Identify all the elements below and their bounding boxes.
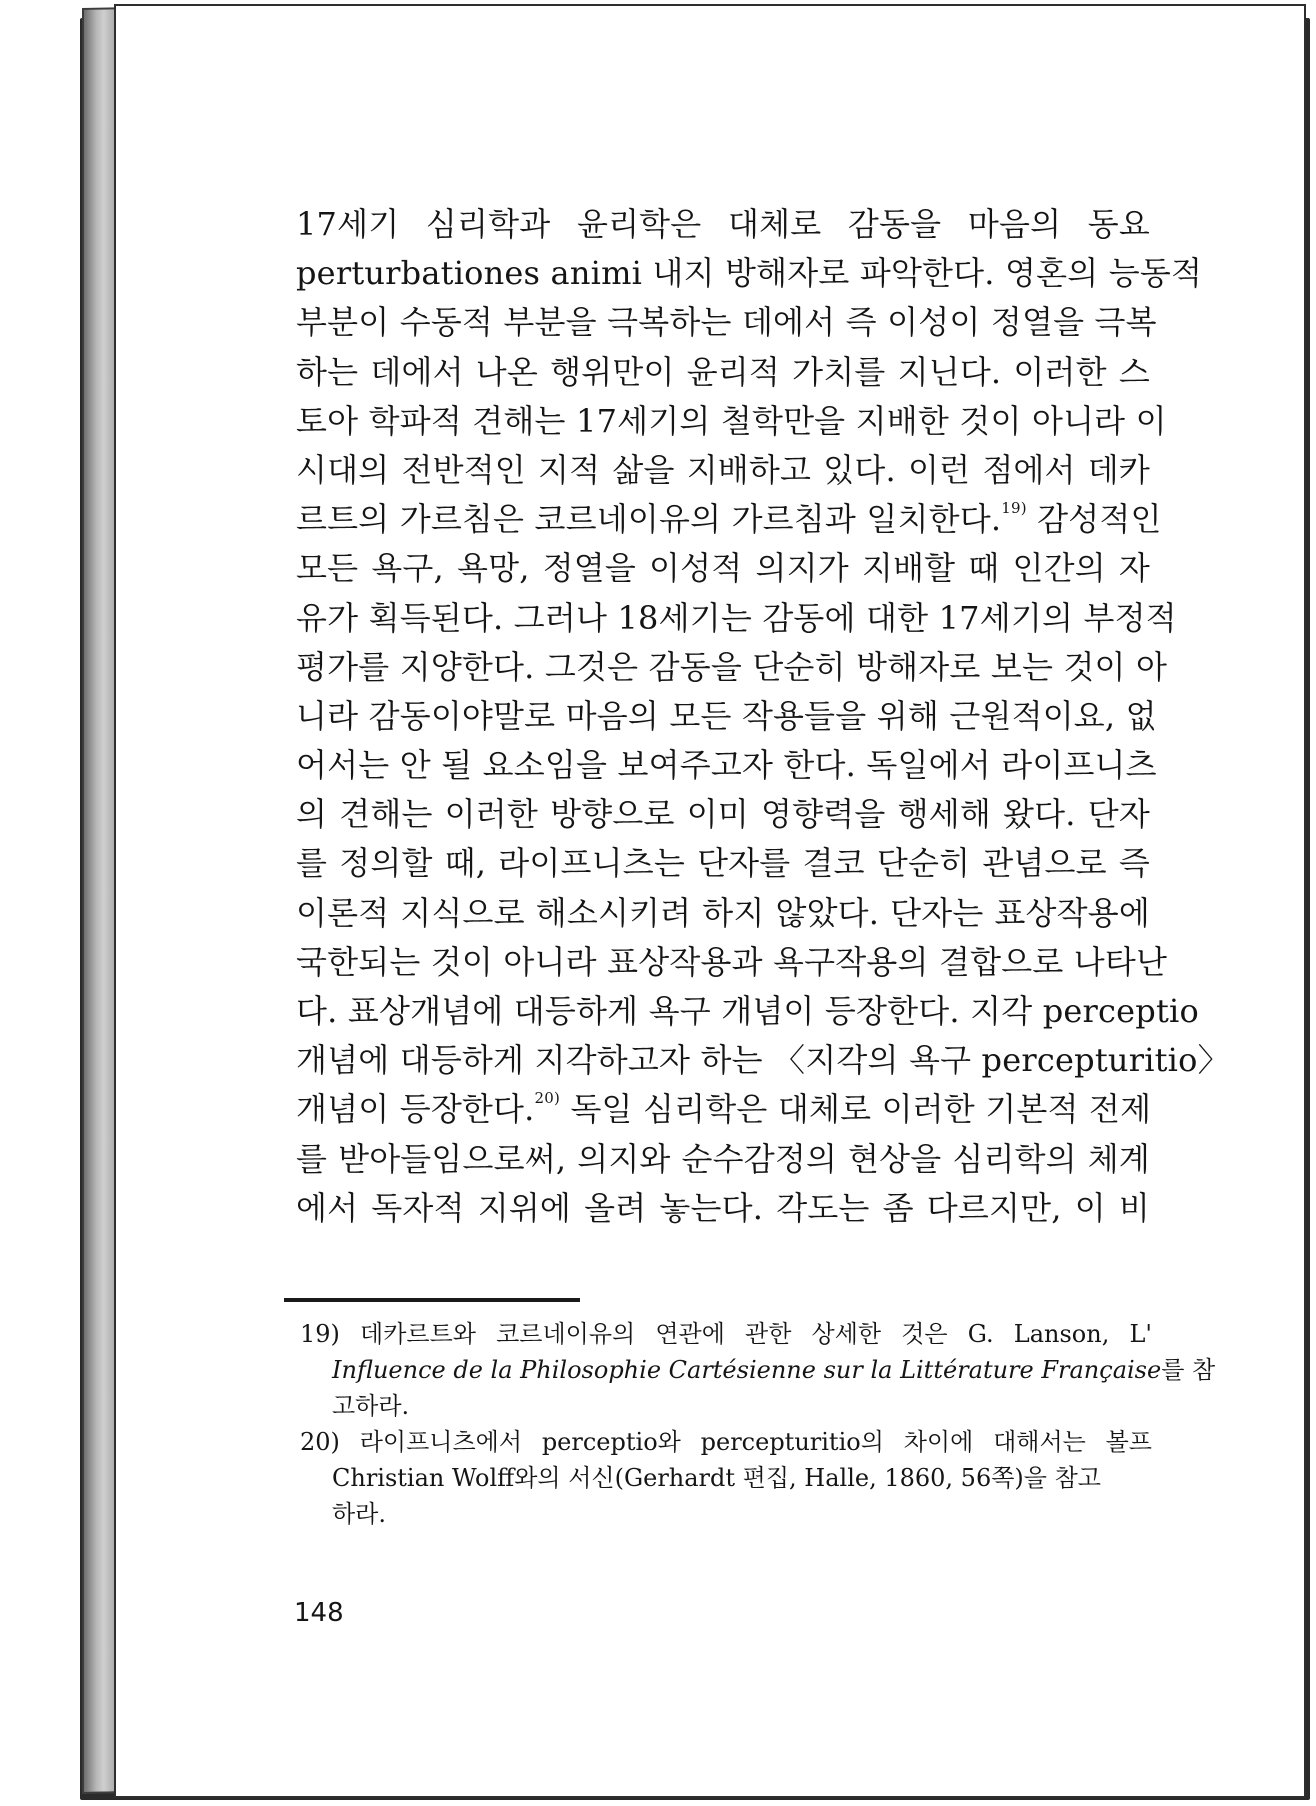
body-line: 하는 데에서 나온 행위만이 윤리적 가치를 지닌다. 이러한 스 xyxy=(296,352,1150,391)
footnote-ref-19: 19) xyxy=(1001,499,1027,518)
footnote-19-line: 19) 데카르트와 코르네이유의 연관에 관한 상세한 것은 G. Lanson, L' xyxy=(300,1320,1152,1348)
body-text-segment: 독일 심리학은 대체로 이러한 기본적 전제 xyxy=(560,1090,1152,1129)
footnote-20-line: 하라. xyxy=(332,1500,386,1528)
body-line: 에서 독자적 지위에 올려 놓는다. 각도는 좀 다르지만, 이 비 xyxy=(296,1188,1150,1227)
footnote-20-line: 20) 라이프니츠에서 perceptio와 percepturitio의 차이에 대해서는 볼프 xyxy=(300,1428,1152,1456)
body-text-segment: 르트의 가르침은 코르네이유의 가르침과 일치한다. xyxy=(296,500,1002,539)
body-text xyxy=(296,200,1230,1233)
footnotes xyxy=(300,1316,1216,1532)
footnote-ref-20: 20) xyxy=(534,1089,561,1108)
body-line: perturbationes animi 내지 방해자로 파악한다. 영혼의 능동적 xyxy=(296,254,1203,293)
body-line: 토아 학파적 견해는 17세기의 철학만을 지배한 것이 아니라 이 xyxy=(296,401,1167,440)
body-line: 국한되는 것이 아니라 표상작용과 욕구작용의 결합으로 나타난 xyxy=(296,942,1168,981)
page-number: 148 xyxy=(294,1598,344,1628)
footnote-20-line: Christian Wolff와의 서신(Gerhardt 편집, Halle, 1860, 56쪽)을 참고 xyxy=(332,1464,1101,1492)
footnote-19-tail: 를 참 xyxy=(1161,1356,1216,1384)
body-line: 부분이 수동적 부분을 극복하는 데에서 즉 이성이 정열을 극복 xyxy=(296,303,1157,342)
body-line: 의 견해는 이러한 방향으로 이미 영향력을 행세해 왔다. 단자 xyxy=(296,795,1150,834)
body-line: 니라 감동이야말로 마음의 모든 작용들을 위해 근원적이요, 없 xyxy=(296,696,1157,735)
body-line: 평가를 지양한다. 그것은 감동을 단순히 방해자로 보는 것이 아 xyxy=(296,647,1168,686)
body-line-with-note xyxy=(296,495,1162,544)
body-line: 17세기 심리학과 윤리학은 대체로 감동을 마음의 동요 xyxy=(296,205,1150,243)
footnote-19-title: Influence de la Philosophie Cartésienne sur la Littérature Française xyxy=(332,1356,1162,1384)
body-line: 시대의 전반적인 지적 삶을 지배하고 있다. 이런 점에서 데카 xyxy=(296,450,1150,489)
body-line: 어서는 안 될 요소임을 보여주고자 한다. 독일에서 라이프니츠 xyxy=(296,746,1157,785)
body-line-with-note xyxy=(296,1085,1150,1134)
body-line: 다. 표상개념에 대등하게 욕구 개념이 등장한다. 지각 perceptio xyxy=(296,992,1199,1030)
body-line: 를 정의할 때, 라이프니츠는 단자를 결코 단순히 관념으로 즉 xyxy=(296,844,1150,883)
body-line: 유가 획득된다. 그러나 18세기는 감동에 대한 17세기의 부정적 xyxy=(296,598,1177,637)
footnote-19-line xyxy=(300,1352,1216,1388)
body-text-segment: 개념이 등장한다. xyxy=(296,1090,535,1129)
body-line: 이론적 지식으로 해소시키려 하지 않았다. 단자는 표상작용에 xyxy=(296,893,1150,932)
body-text-segment: 감성적인 xyxy=(1026,500,1162,539)
body-line: 를 받아들임으로써, 의지와 순수감정의 현상을 심리학의 체계 xyxy=(296,1139,1150,1178)
footnote-19-line: 고하라. xyxy=(332,1392,410,1420)
footnote-divider xyxy=(284,1298,580,1302)
body-line: 모든 욕구, 욕망, 정열을 이성적 의지가 지배할 때 인간의 자 xyxy=(296,549,1150,588)
body-line: 개념에 대등하게 지각하고자 하는 〈지각의 욕구 percepturitio〉 xyxy=(296,1041,1230,1080)
